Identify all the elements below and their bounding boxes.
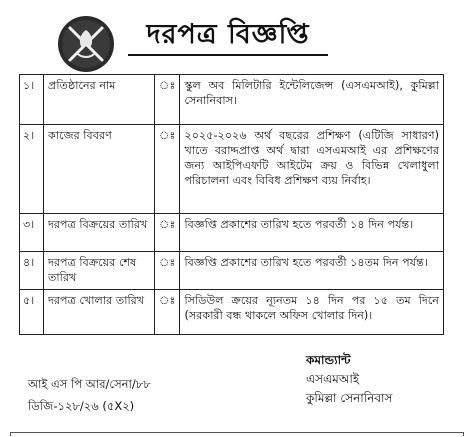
row-number: ১।	[20, 75, 44, 125]
row-separator: ঃ	[155, 125, 180, 214]
row-separator: ঃ	[155, 290, 180, 335]
row-separator: ঃ	[155, 75, 180, 125]
table-row	[20, 214, 444, 252]
table-row	[20, 290, 444, 335]
row-number: ২।	[20, 125, 44, 214]
notice-table	[19, 74, 444, 335]
row-label: দরপত্র বিক্রয়ের তারিখ	[44, 214, 155, 252]
row-separator: ঃ	[155, 252, 180, 290]
row-value: সিডিউল ক্রয়ের ন্যূনতম ১৪ দিন পর ১৫ তম দিনে (সরকারী বন্ধ থাকলে অফিস খোলার দিন)।	[180, 290, 444, 335]
signature-unit: এসএমআই	[306, 372, 360, 386]
table-row	[20, 125, 444, 214]
row-value: বিজ্ঞপ্তি প্রকাশের তারিখ হতে পরবর্তী ১৪ দিন পর্যন্ত।	[180, 214, 444, 252]
row-value: স্কুল অব মিলিটারি ইন্টেলিজেন্স (এসএমআই), কুমিল্লা সেনানিবাস।	[180, 75, 444, 125]
signature-designation: কমান্ড্যান্ট	[306, 353, 351, 367]
dg-number: ডিজি-১২৮/২৬ (৫X২)	[28, 399, 135, 413]
notice-title: দরপত্র বিজ্ঞপ্তি	[128, 16, 328, 56]
row-label: দরপত্র বিক্রয়ের শেষ তারিখ	[44, 252, 155, 290]
row-label: কাজের বিবরণ	[44, 125, 155, 214]
row-label: দরপত্র খোলার তারিখ	[44, 290, 155, 335]
table-row	[20, 75, 444, 125]
row-value: ২০২৫-২০২৬ অর্থ বছরের প্রশিক্ষণ (এটিজি সাধারণ) খাতে বরাদ্দপ্রাপ্ত অর্থ দ্বারা এসএমআই এর প্রশিক্ষণের জন্য আইপিএফটি আইটেম ক্রয় ও বিভিন্ন খেলাধুলা পরিচালনা এবং বিবিধ প্রশিক্ষণ ব্যয় নির্বাহ।	[180, 125, 444, 214]
row-label: প্রতিষ্ঠানের নাম	[44, 75, 155, 125]
next-notice-border	[10, 432, 464, 436]
row-number: ৪।	[20, 252, 44, 290]
memo-number: আই এস পি আর/সেনা/৮৮	[28, 377, 151, 391]
row-number: ৩।	[20, 214, 44, 252]
army-emblem-logo	[56, 14, 116, 74]
signature-block	[306, 351, 392, 408]
row-separator: ঃ	[155, 214, 180, 252]
row-value: বিজ্ঞপ্তি প্রকাশের তারিখ হতে পরবর্তী ১৪তম দিন পর্যন্ত।	[180, 252, 444, 290]
table-row	[20, 252, 444, 290]
signature-location: কুমিল্লা সেনানিবাস	[306, 391, 393, 405]
row-number: ৫।	[20, 290, 44, 335]
